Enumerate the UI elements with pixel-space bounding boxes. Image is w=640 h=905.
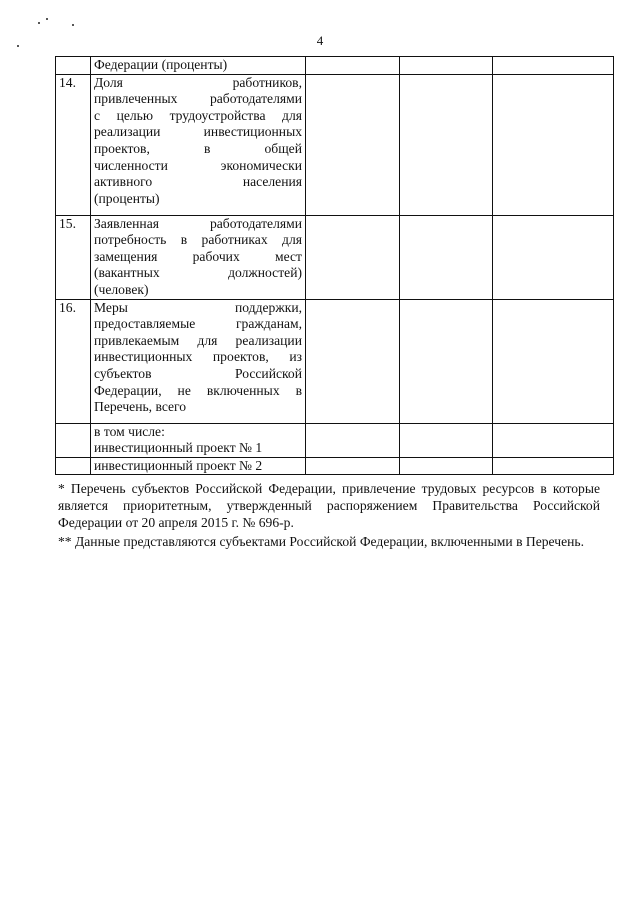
indicator-line: Заявленная работодателями: [94, 215, 302, 231]
indicator-name-cell: [91, 74, 306, 215]
value-cell: [493, 215, 614, 299]
row-number: 16.: [56, 299, 91, 423]
footnote-1: * Перечень субъектов Российской Федерации, привлечение трудовых ресурсов в которые является приоритетным, утвержденный распоряжением Правительства Российской Федерации от 20 апреля 2015 г. № 696-р.: [58, 481, 600, 530]
value-cell: [493, 457, 614, 475]
value-cell: [306, 57, 400, 75]
indicator-line: (проценты): [94, 190, 160, 206]
value-cell: [400, 299, 493, 423]
value-cell: [400, 74, 493, 215]
indicator-name-cell: Федерации (проценты): [91, 57, 306, 75]
indicator-line: субъектов Российской: [94, 365, 302, 381]
footnotes: [58, 480, 600, 552]
indicator-line: (вакантных должностей): [94, 265, 302, 281]
scan-speck: [46, 18, 48, 20]
indicator-line: активного населения: [94, 174, 302, 190]
scan-speck: [38, 22, 40, 24]
indicator-line: привлеченных работодателями: [94, 91, 302, 107]
table-row-project-2: [56, 457, 614, 475]
table-row-project-1: [56, 423, 614, 457]
footnote-2: ** Данные представляются субъектами Российской Федерации, включенными в Перечень.: [58, 534, 584, 549]
value-cell: [306, 457, 400, 475]
indicator-line: проектов, в общей: [94, 140, 302, 156]
indicator-line: потребность в работниках для: [94, 232, 302, 248]
value-cell: [400, 57, 493, 75]
scan-speck: [72, 24, 74, 26]
value-cell: [493, 299, 614, 423]
value-cell: [493, 57, 614, 75]
value-cell: [306, 423, 400, 457]
indicator-line: реализации инвестиционных: [94, 124, 302, 140]
indicator-line: Федерации, не включенных в: [94, 382, 302, 398]
indicators-table: [55, 56, 614, 475]
value-cell: [400, 215, 493, 299]
including-label: в том числе:: [94, 423, 165, 439]
indicator-line: Перечень, всего: [94, 399, 187, 415]
row-number: 15.: [56, 215, 91, 299]
row-number: 14.: [56, 74, 91, 215]
value-cell: [400, 457, 493, 475]
value-cell: [306, 215, 400, 299]
indicator-line: численности экономически: [94, 157, 302, 173]
indicator-name-cell: [91, 423, 306, 457]
indicator-name-cell: [91, 457, 306, 475]
project-2-label: инвестиционный проект № 2: [94, 457, 263, 473]
value-cell: [306, 74, 400, 215]
indicator-line: инвестиционных проектов, из: [94, 349, 302, 365]
project-1-label: инвестиционный проект № 1: [94, 440, 263, 456]
indicator-name-cell: [91, 299, 306, 423]
indicator-line: Меры поддержки,: [94, 299, 302, 315]
indicator-line: привлекаемым для реализации: [94, 332, 302, 348]
number-cell: [56, 57, 91, 75]
indicator-name-cell: [91, 215, 306, 299]
indicator-line: (человек): [94, 281, 149, 297]
page-number: 4: [316, 33, 324, 48]
number-cell: [56, 457, 91, 475]
table-row-16: [56, 299, 614, 423]
indicator-line: Доля работников,: [94, 74, 302, 90]
table-row-14: [56, 74, 614, 215]
table-row-15: [56, 215, 614, 299]
table-row-continuation: [56, 57, 614, 75]
value-cell: [306, 299, 400, 423]
indicator-line: предоставляемые гражданам,: [94, 316, 302, 332]
value-cell: [493, 74, 614, 215]
value-cell: [400, 423, 493, 457]
number-cell: [56, 423, 91, 457]
indicator-line: с целью трудоустройства для: [94, 107, 302, 123]
value-cell: [493, 423, 614, 457]
indicator-line: замещения рабочих мест: [94, 248, 302, 264]
